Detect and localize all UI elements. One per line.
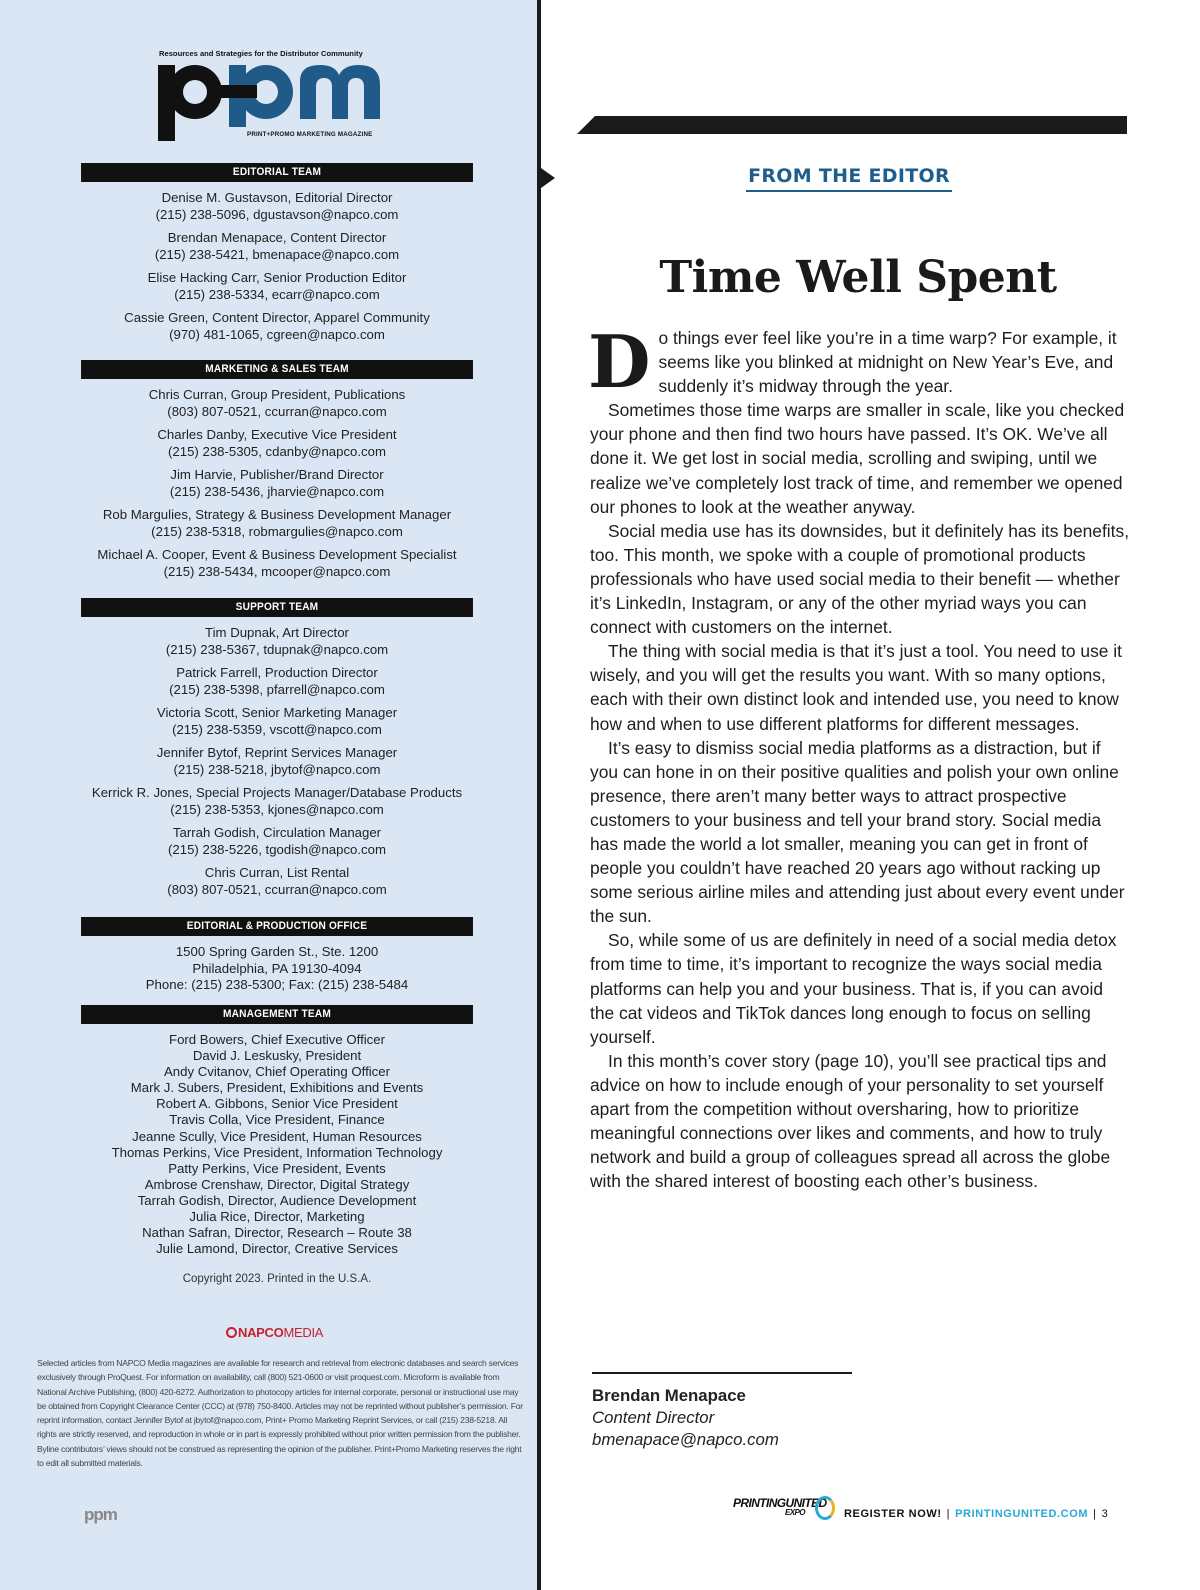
staff-contact: (970) 481-1065, cgreen@napco.com <box>169 326 385 342</box>
list-item: David J. Leskusky, President <box>192 1048 362 1064</box>
top-decorative-bar <box>577 116 1127 134</box>
staff-title: Rob Margulies, Strategy & Business Development Manager <box>102 507 452 522</box>
list-item: Ambrose Crenshaw, Director, Digital Strategy <box>144 1176 410 1192</box>
support-team-section <box>64 598 490 898</box>
staff-title: Tarrah Godish, Circulation Manager <box>172 825 382 840</box>
staff-contact: (215) 238-5226, tgodish@napco.com <box>168 841 386 857</box>
staff-contact: (803) 807-0521, ccurran@napco.com <box>167 881 387 897</box>
staff-title: Michael A. Cooper, Event & Business Development Specialist <box>97 547 457 562</box>
divider-arrow-icon <box>541 168 555 188</box>
list-item: Robert A. Gibbons, Senior Vice President <box>156 1096 398 1112</box>
list-item: Andy Cvitanov, Chief Operating Officer <box>163 1064 390 1080</box>
register-now-link[interactable]: REGISTER NOW! <box>844 1508 942 1520</box>
logo-expo-text: EXPO <box>785 1508 805 1517</box>
paragraph-text: o things ever feel like you’re in a time warp? For example, it seems like you blinked at midnight on New Year’s Eve, and suddenly it’s midway through the year. <box>658 328 1117 397</box>
article-body <box>588 319 1130 1193</box>
page-footer <box>733 1496 1133 1526</box>
editorial-team-section <box>64 163 490 343</box>
printingunited-url-link[interactable]: PRINTINGUNITED.COM <box>955 1508 1089 1520</box>
staff-entry <box>64 467 490 500</box>
staff-contact: (215) 238-5318, robmargulies@napco.com <box>151 523 403 539</box>
staff-title: Jennifer Bytof, Reprint Services Manager <box>156 745 398 760</box>
staff-contact: (215) 238-5096, dgustavson@napco.com <box>155 206 399 222</box>
staff-entry <box>64 665 490 698</box>
article-paragraph: In this month’s cover story (page 10), you’ll see practical tips and advice on how to include enough of your personality to set yourself apart from the competition without oversharing, how to prioritize meaningful connections over likes and comments, and how to truly network and build a group of colleagues spread all across the globe with the shared interest of boosting each other’s business. <box>590 1050 1111 1192</box>
separator: | <box>946 1508 951 1520</box>
list-item: Mark J. Subers, President, Exhibitions and Events <box>130 1080 424 1096</box>
staff-title: Charles Danby, Executive Vice President <box>157 427 397 442</box>
staff-contact: (215) 238-5421, bmenapace@napco.com <box>154 246 400 262</box>
ppm-footer-logo: ppm <box>84 1505 117 1524</box>
staff-contact: (215) 238-5359, vscott@napco.com <box>172 721 382 737</box>
list-item: Jeanne Scully, Vice President, Human Resources <box>132 1128 422 1144</box>
section-label: FROM THE EDITOR <box>746 165 952 192</box>
staff-contact: (215) 238-5334, ecarr@napco.com <box>174 286 380 302</box>
napco-ring-icon <box>226 1327 237 1338</box>
napco-text: NAPCO <box>238 1325 284 1340</box>
staff-contact: (215) 238-5436, jharvie@napco.com <box>169 483 385 499</box>
author-signature <box>592 1385 779 1451</box>
media-text: MEDIA <box>283 1325 324 1340</box>
staff-entry <box>64 507 490 540</box>
ppm-logo <box>155 47 400 155</box>
list-item: Nathan Safran, Director, Research – Route 38 <box>142 1225 412 1241</box>
drop-cap: D <box>588 319 651 404</box>
list-item: Patty Perkins, Vice President, Events <box>168 1160 386 1176</box>
list-item: Thomas Perkins, Vice President, Information Technology <box>111 1144 443 1160</box>
editorial-team-heading: EDITORIAL TEAM <box>81 163 473 182</box>
staff-entry <box>64 825 490 858</box>
management-team-heading: MANAGEMENT TEAM <box>81 1005 473 1024</box>
masthead-panel <box>0 0 537 1590</box>
fine-print: Selected articles from NAPCO Media magazines are available for research and retrieval from electronic databases and search services exclusively through ProQuest. For information on availability, call (800) 521-0600 or visit proquest.com. Microform is available from National Archive Publishing, (800) 420-6272. Authorization to photocopy articles for internal corporate, personal or instructional use may be obtained from Copyright Clearance Center (CCC) at (978) 750-8400. Articles may not be reprinted without publisher’s permission. For reprint information, contact Jennifer Bytof at jbytof@napco.com, Print+ Promo Marketing Reprint Services, or call (215) 238-5218. All rights are strictly reserved, and reproduction in whole or in part is expressly prohibited without prior written permission from the publisher. Byline contributors’ views should not be construed as representing the opinion of the publisher. Print+Promo Marketing reserves the right to edit all submitted materials. <box>37 1358 523 1469</box>
signature-rule <box>592 1372 852 1374</box>
address-line: 1500 Spring Garden St., Ste. 1200 <box>175 944 379 959</box>
office-heading: EDITORIAL & PRODUCTION OFFICE <box>81 917 473 936</box>
staff-entry <box>64 427 490 460</box>
list-item: Tarrah Godish, Director, Audience Development <box>137 1192 417 1208</box>
separator: | <box>1093 1508 1097 1520</box>
address-line: Philadelphia, PA 19130-4094 <box>192 960 362 976</box>
staff-entry <box>64 310 490 343</box>
napco-media-logo <box>226 1325 323 1340</box>
management-list <box>64 1032 490 1257</box>
article-paragraph <box>588 319 1130 404</box>
article-paragraph: Sometimes those time warps are smaller in scale, like you checked your phone and then find two hours have passed. It’s OK. We’ve all done it. We get lost in social media, scrolling and swiping, until we realize we’ve completely lost track of time, and remember we opened our phones to look at the weather anyway. <box>590 400 1125 517</box>
printing-united-logo <box>733 1496 827 1517</box>
staff-entry <box>64 547 490 580</box>
staff-entry <box>64 745 490 778</box>
staff-title: Brendan Menapace, Content Director <box>167 230 387 245</box>
office-phone: Phone: (215) 238-5300; Fax: (215) 238-5484 <box>145 977 409 992</box>
copyright-text: Copyright 2023. Printed in the U.S.A. <box>182 1273 372 1285</box>
printing-united-ring-icon <box>815 1496 835 1520</box>
register-cta <box>844 1508 1108 1520</box>
staff-entry <box>64 230 490 263</box>
author-role: Content Director <box>592 1408 715 1427</box>
staff-title: Elise Hacking Carr, Senior Production Editor <box>147 270 407 285</box>
office-address <box>64 944 490 994</box>
staff-title: Patrick Farrell, Production Director <box>176 665 378 680</box>
page-number: 3 <box>1101 1508 1109 1520</box>
staff-entry <box>64 705 490 738</box>
staff-title: Cassie Green, Content Director, Apparel Community <box>124 310 430 325</box>
article-paragraph: So, while some of us are definitely in need of a social media detox from time to time, it’s important to recognize the ways social media platforms can help you and your business. That is, if you can avoid the cat videos and TikTok dances long enough to focus on selling yourself. <box>590 930 1117 1047</box>
staff-contact: (215) 238-5434, mcooper@napco.com <box>163 563 391 579</box>
management-team-section <box>64 1005 490 1257</box>
article-title: Time Well Spent <box>659 252 1057 303</box>
staff-entry <box>64 270 490 303</box>
support-team-heading: SUPPORT TEAM <box>81 598 473 617</box>
staff-entry <box>64 865 490 898</box>
staff-contact: (215) 238-5305, cdanby@napco.com <box>168 443 386 459</box>
list-item: Ford Bowers, Chief Executive Officer <box>169 1032 385 1047</box>
author-email[interactable]: bmenapace@napco.com <box>592 1430 779 1449</box>
staff-contact: (215) 238-5367, tdupnak@napco.com <box>165 641 389 657</box>
staff-title: Victoria Scott, Senior Marketing Manager <box>156 705 398 720</box>
staff-contact: (215) 238-5398, pfarrell@napco.com <box>169 681 385 697</box>
staff-entry <box>64 785 490 818</box>
staff-title: Chris Curran, List Rental <box>204 865 350 880</box>
marketing-team-section <box>64 360 490 580</box>
staff-contact: (215) 238-5353, kjones@napco.com <box>170 801 384 817</box>
column-divider <box>537 0 541 1590</box>
staff-title: Jim Harvie, Publisher/Brand Director <box>170 467 384 482</box>
logo-main-text: PRINTINGUNITED <box>733 1496 827 1510</box>
logo-tagline: Resources and Strategies for the Distributor Community <box>159 49 363 58</box>
article-paragraph: It’s easy to dismiss social media platforms as a distraction, but if you can hone in on their positive qualities and polish your own online presence, there aren’t many better ways to attract prospective customers to your business and tell your brand story. Social media has made the world a lot smaller, meaning you can get in front of people you couldn’t have reached 20 years ago without racking up some serious airline miles and attending just about every event under the sun. <box>590 737 1125 927</box>
staff-entry <box>64 625 490 658</box>
list-item: Travis Colla, Vice President, Finance <box>169 1112 385 1128</box>
list-item: Julia Rice, Director, Marketing <box>189 1209 365 1225</box>
ppm-logo-graphic <box>155 59 400 141</box>
author-name: Brendan Menapace <box>592 1386 746 1405</box>
article-paragraph: The thing with social media is that it’s just a tool. You need to use it wisely, and you will get the results you want. With so many options, each with their own distinct look and intended use, you need to know how and when to use different platforms for different messages. <box>590 641 1122 734</box>
office-section <box>64 917 490 994</box>
staff-title: Kerrick R. Jones, Special Projects Manager/Database Products <box>91 785 463 800</box>
staff-title: Tim Dupnak, Art Director <box>205 625 349 640</box>
staff-contact: (215) 238-5218, jbytof@napco.com <box>173 761 381 777</box>
list-item: Julie Lamond, Director, Creative Services <box>156 1241 398 1257</box>
staff-entry <box>64 190 490 223</box>
article-paragraph: Social media use has its downsides, but it definitely has its benefits, too. This month, we spoke with a couple of promotional products professionals who have used social media to their benefit — whether it’s LinkedIn, Instagram, or any of the other myriad ways you can connect with customers on the internet. <box>590 520 1130 638</box>
staff-title: Denise M. Gustavson, Editorial Director <box>161 190 393 205</box>
logo-subtitle: PRINT+PROMO MARKETING MAGAZINE <box>247 131 373 138</box>
staff-entry <box>64 387 490 420</box>
staff-contact: (803) 807-0521, ccurran@napco.com <box>167 403 387 419</box>
staff-title: Chris Curran, Group President, Publications <box>148 387 406 402</box>
marketing-team-heading: MARKETING & SALES TEAM <box>81 360 473 379</box>
